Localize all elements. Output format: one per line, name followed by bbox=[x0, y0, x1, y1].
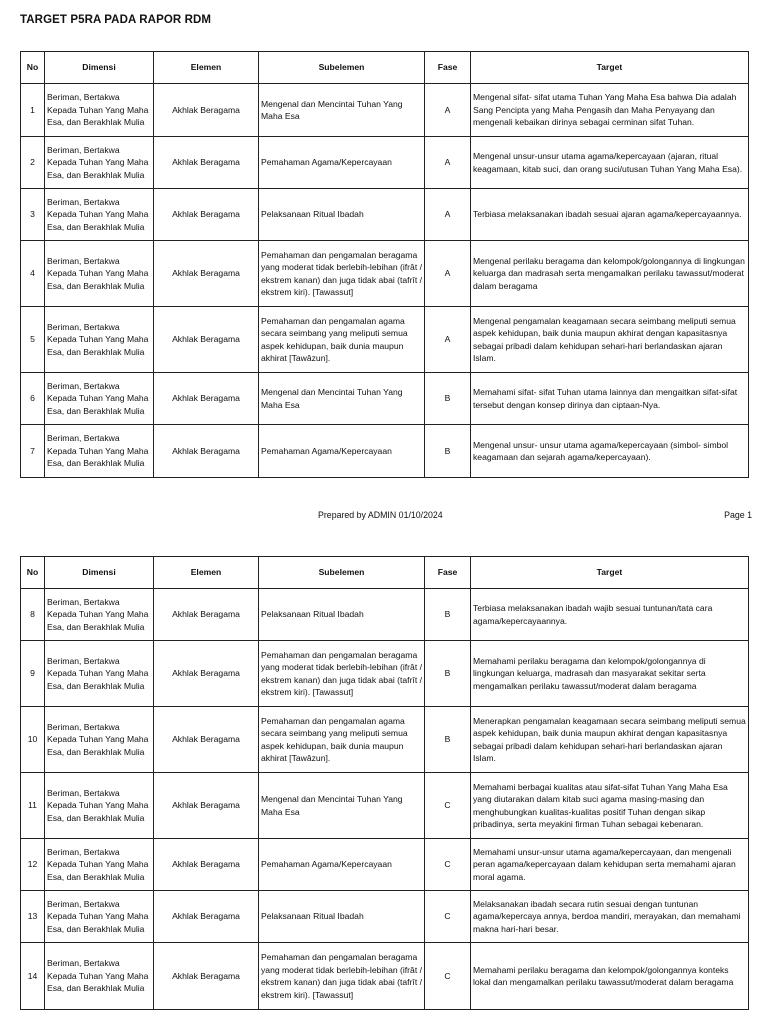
cell-target: Mengenal unsur-unsur utama agama/kepercayaan (ajaran, ritual keagamaan, kitab suci, dan orang suci/utusan Tuhan Yang Maha Esa). bbox=[471, 137, 749, 189]
table-header-row bbox=[21, 557, 749, 589]
target-table-page-2 bbox=[20, 556, 749, 1010]
cell-subelemen: Pemahaman Agama/Kepercayaan bbox=[259, 137, 425, 189]
cell-fase: B bbox=[425, 425, 471, 478]
column-header-subelemen: Subelemen bbox=[259, 52, 425, 84]
cell-elemen: Akhlak Beragama bbox=[154, 373, 259, 425]
table-row bbox=[21, 641, 749, 707]
cell-no: 1 bbox=[21, 84, 45, 137]
cell-no: 6 bbox=[21, 373, 45, 425]
cell-fase: B bbox=[425, 707, 471, 773]
cell-dimensi: Beriman, Bertakwa Kepada Tuhan Yang Maha Esa, dan Berakhlak Mulia bbox=[45, 707, 154, 773]
cell-target: Memahami berbagai kualitas atau sifat-sifat Tuhan Yang Maha Esa yang diutarakan dalam kitab suci agama masing-masing dan menghubungkan kualitas-kualitas positif Tuhan dengan sikap pribadinya, serta meyakini firman Tuhan sebagai kebenaran. bbox=[471, 773, 749, 839]
cell-fase: C bbox=[425, 943, 471, 1010]
cell-subelemen: Pemahaman dan pengamalan beragama yang moderat tidak berlebih-lebihan (ifrât / ekstrem kanan) dan juga tidak abai (tafrît / ekstrem kiri). [Tawassut] bbox=[259, 641, 425, 707]
cell-elemen: Akhlak Beragama bbox=[154, 707, 259, 773]
cell-elemen: Akhlak Beragama bbox=[154, 425, 259, 478]
cell-no: 9 bbox=[21, 641, 45, 707]
cell-subelemen: Pemahaman dan pengamalan agama secara seimbang yang meliputi semua aspek kehidupan, baik dunia maupun akhirat [Tawâzun]. bbox=[259, 307, 425, 373]
table-row bbox=[21, 241, 749, 307]
cell-dimensi: Beriman, Bertakwa Kepada Tuhan Yang Maha Esa, dan Berakhlak Mulia bbox=[45, 641, 154, 707]
cell-subelemen: Pelaksanaan Ritual Ibadah bbox=[259, 589, 425, 641]
cell-subelemen: Pemahaman dan pengamalan beragama yang moderat tidak berlebih-lebihan (ifrât / ekstrem kanan) dan juga tidak abai (tafrît / ekstrem kiri). [Tawassut] bbox=[259, 241, 425, 307]
cell-fase: A bbox=[425, 307, 471, 373]
cell-fase: C bbox=[425, 839, 471, 891]
column-header-fase: Fase bbox=[425, 52, 471, 84]
cell-subelemen: Mengenal dan Mencintai Tuhan Yang Maha Esa bbox=[259, 373, 425, 425]
cell-target: Menerapkan pengamalan keagamaan secara seimbang meliputi semua aspek kehidupan, baik dunia maupun akhirat dengan kapasitasnya sebagai pribadi dalam kehidupan sehari-hari berlandaskan ajaran Islam. bbox=[471, 707, 749, 773]
cell-no: 14 bbox=[21, 943, 45, 1010]
cell-elemen: Akhlak Beragama bbox=[154, 839, 259, 891]
cell-target: Terbiasa melaksanakan ibadah sesuai ajaran agama/kepercayaannya. bbox=[471, 189, 749, 241]
table-row bbox=[21, 707, 749, 773]
cell-no: 5 bbox=[21, 307, 45, 373]
cell-subelemen: Mengenal dan Mencintai Tuhan Yang Maha Esa bbox=[259, 773, 425, 839]
cell-dimensi: Beriman, Bertakwa Kepada Tuhan Yang Maha Esa, dan Berakhlak Mulia bbox=[45, 241, 154, 307]
column-header-fase: Fase bbox=[425, 557, 471, 589]
page-number: Page 1 bbox=[724, 510, 752, 520]
cell-dimensi: Beriman, Bertakwa Kepada Tuhan Yang Maha Esa, dan Berakhlak Mulia bbox=[45, 891, 154, 943]
cell-subelemen: Pemahaman dan pengamalan agama secara seimbang yang meliputi semua aspek kehidupan, baik dunia maupun akhirat [Tawâzun]. bbox=[259, 707, 425, 773]
cell-target: Memahami unsur-unsur utama agama/kepercayaan, dan mengenali peran agama/kepercayaan dalam kehidupan serta memahami ajaran moral agama. bbox=[471, 839, 749, 891]
target-table-page-1 bbox=[20, 51, 749, 478]
cell-no: 10 bbox=[21, 707, 45, 773]
table-row bbox=[21, 589, 749, 641]
cell-fase: A bbox=[425, 241, 471, 307]
cell-dimensi: Beriman, Bertakwa Kepada Tuhan Yang Maha Esa, dan Berakhlak Mulia bbox=[45, 839, 154, 891]
column-header-elemen: Elemen bbox=[154, 557, 259, 589]
cell-elemen: Akhlak Beragama bbox=[154, 189, 259, 241]
table-row bbox=[21, 373, 749, 425]
cell-fase: A bbox=[425, 137, 471, 189]
table-row bbox=[21, 425, 749, 478]
cell-elemen: Akhlak Beragama bbox=[154, 307, 259, 373]
table-row bbox=[21, 943, 749, 1010]
cell-target: Memahami perilaku beragama dan kelompok/golongannya di lingkungan keluarga, madrasah dan masyarakat sekitar serta mengamalkan perilaku tawassut/moderat dalam beragama bbox=[471, 641, 749, 707]
cell-target: Memahami sifat- sifat Tuhan utama lainnya dan mengaitkan sifat-sifat tersebut dengan konsep dirinya dan ciptaan-Nya. bbox=[471, 373, 749, 425]
column-header-dimensi: Dimensi bbox=[45, 52, 154, 84]
table-row bbox=[21, 891, 749, 943]
cell-fase: B bbox=[425, 373, 471, 425]
cell-target: Melaksanakan ibadah secara rutin sesuai dengan tuntunan agama/kepercaya annya, berdoa mandiri, merayakan, dan memahami makna hari-hari besar. bbox=[471, 891, 749, 943]
cell-fase: A bbox=[425, 84, 471, 137]
cell-fase: B bbox=[425, 641, 471, 707]
cell-no: 2 bbox=[21, 137, 45, 189]
cell-dimensi: Beriman, Bertakwa Kepada Tuhan Yang Maha Esa, dan Berakhlak Mulia bbox=[45, 307, 154, 373]
cell-elemen: Akhlak Beragama bbox=[154, 137, 259, 189]
cell-subelemen: Pelaksanaan Ritual Ibadah bbox=[259, 189, 425, 241]
table-row bbox=[21, 137, 749, 189]
cell-subelemen: Pelaksanaan Ritual Ibadah bbox=[259, 891, 425, 943]
cell-subelemen: Mengenal dan Mencintai Tuhan Yang Maha Esa bbox=[259, 84, 425, 137]
cell-dimensi: Beriman, Bertakwa Kepada Tuhan Yang Maha Esa, dan Berakhlak Mulia bbox=[45, 137, 154, 189]
column-header-dimensi: Dimensi bbox=[45, 557, 154, 589]
cell-fase: A bbox=[425, 189, 471, 241]
cell-no: 13 bbox=[21, 891, 45, 943]
column-header-target: Target bbox=[471, 52, 749, 84]
page-title: TARGET P5RA PADA RAPOR RDM bbox=[20, 14, 212, 26]
cell-dimensi: Beriman, Bertakwa Kepada Tuhan Yang Maha Esa, dan Berakhlak Mulia bbox=[45, 943, 154, 1010]
cell-target: Memahami perilaku beragama dan kelompok/golongannya konteks lokal dan mengamalkan perilaku tawassut/moderat dalam beragama bbox=[471, 943, 749, 1010]
cell-elemen: Akhlak Beragama bbox=[154, 641, 259, 707]
cell-subelemen: Pemahaman Agama/Kepercayaan bbox=[259, 839, 425, 891]
cell-elemen: Akhlak Beragama bbox=[154, 891, 259, 943]
cell-fase: C bbox=[425, 773, 471, 839]
cell-no: 11 bbox=[21, 773, 45, 839]
prepared-by-text: Prepared by ADMIN 01/10/2024 bbox=[318, 510, 443, 520]
cell-no: 8 bbox=[21, 589, 45, 641]
cell-target: Mengenal sifat- sifat utama Tuhan Yang Maha Esa bahwa Dia adalah Sang Pencipta yang Maha Pengasih dan Maha Penyayang dan mengenali kebaikan dirinya sebagai cerminan sifat Tuhan. bbox=[471, 84, 749, 137]
cell-dimensi: Beriman, Bertakwa Kepada Tuhan Yang Maha Esa, dan Berakhlak Mulia bbox=[45, 589, 154, 641]
table-row bbox=[21, 84, 749, 137]
cell-dimensi: Beriman, Bertakwa Kepada Tuhan Yang Maha Esa, dan Berakhlak Mulia bbox=[45, 84, 154, 137]
cell-subelemen: Pemahaman Agama/Kepercayaan bbox=[259, 425, 425, 478]
cell-target: Terbiasa melaksanakan ibadah wajib sesuai tuntunan/tata cara agama/kepercayaannya. bbox=[471, 589, 749, 641]
cell-elemen: Akhlak Beragama bbox=[154, 84, 259, 137]
cell-dimensi: Beriman, Bertakwa Kepada Tuhan Yang Maha Esa, dan Berakhlak Mulia bbox=[45, 373, 154, 425]
cell-dimensi: Beriman, Bertakwa Kepada Tuhan Yang Maha Esa, dan Berakhlak Mulia bbox=[45, 425, 154, 478]
column-header-no: No bbox=[21, 557, 45, 589]
column-header-elemen: Elemen bbox=[154, 52, 259, 84]
cell-fase: C bbox=[425, 891, 471, 943]
cell-no: 7 bbox=[21, 425, 45, 478]
cell-target: Mengenal perilaku beragama dan kelompok/golongannya di lingkungan keluarga dan madrasah serta mengamalkan perilaku tawassut/moderat dalam beragama bbox=[471, 241, 749, 307]
cell-target: Mengenal pengamalan keagamaan secara seimbang meliputi semua aspek kehidupan, baik dunia maupun akhirat dengan kapasitasnya sebagai pribadi dalam kehidupan sehari-hari berlandaskan ajaran Islam. bbox=[471, 307, 749, 373]
cell-elemen: Akhlak Beragama bbox=[154, 241, 259, 307]
column-header-subelemen: Subelemen bbox=[259, 557, 425, 589]
column-header-target: Target bbox=[471, 557, 749, 589]
cell-no: 4 bbox=[21, 241, 45, 307]
cell-dimensi: Beriman, Bertakwa Kepada Tuhan Yang Maha Esa, dan Berakhlak Mulia bbox=[45, 189, 154, 241]
cell-elemen: Akhlak Beragama bbox=[154, 943, 259, 1010]
cell-elemen: Akhlak Beragama bbox=[154, 773, 259, 839]
cell-dimensi: Beriman, Bertakwa Kepada Tuhan Yang Maha Esa, dan Berakhlak Mulia bbox=[45, 773, 154, 839]
table-row bbox=[21, 307, 749, 373]
table-header-row bbox=[21, 52, 749, 84]
table-row bbox=[21, 189, 749, 241]
table-row bbox=[21, 773, 749, 839]
column-header-no: No bbox=[21, 52, 45, 84]
cell-subelemen: Pemahaman dan pengamalan beragama yang moderat tidak berlebih-lebihan (ifrât / ekstrem kanan) dan juga tidak abai (tafrît / ekstrem kiri). [Tawassut] bbox=[259, 943, 425, 1010]
cell-target: Mengenal unsur- unsur utama agama/kepercayaan (simbol- simbol keagamaan dan sejarah agama/kepercayaan). bbox=[471, 425, 749, 478]
cell-fase: B bbox=[425, 589, 471, 641]
table-row bbox=[21, 839, 749, 891]
cell-no: 12 bbox=[21, 839, 45, 891]
cell-elemen: Akhlak Beragama bbox=[154, 589, 259, 641]
cell-no: 3 bbox=[21, 189, 45, 241]
